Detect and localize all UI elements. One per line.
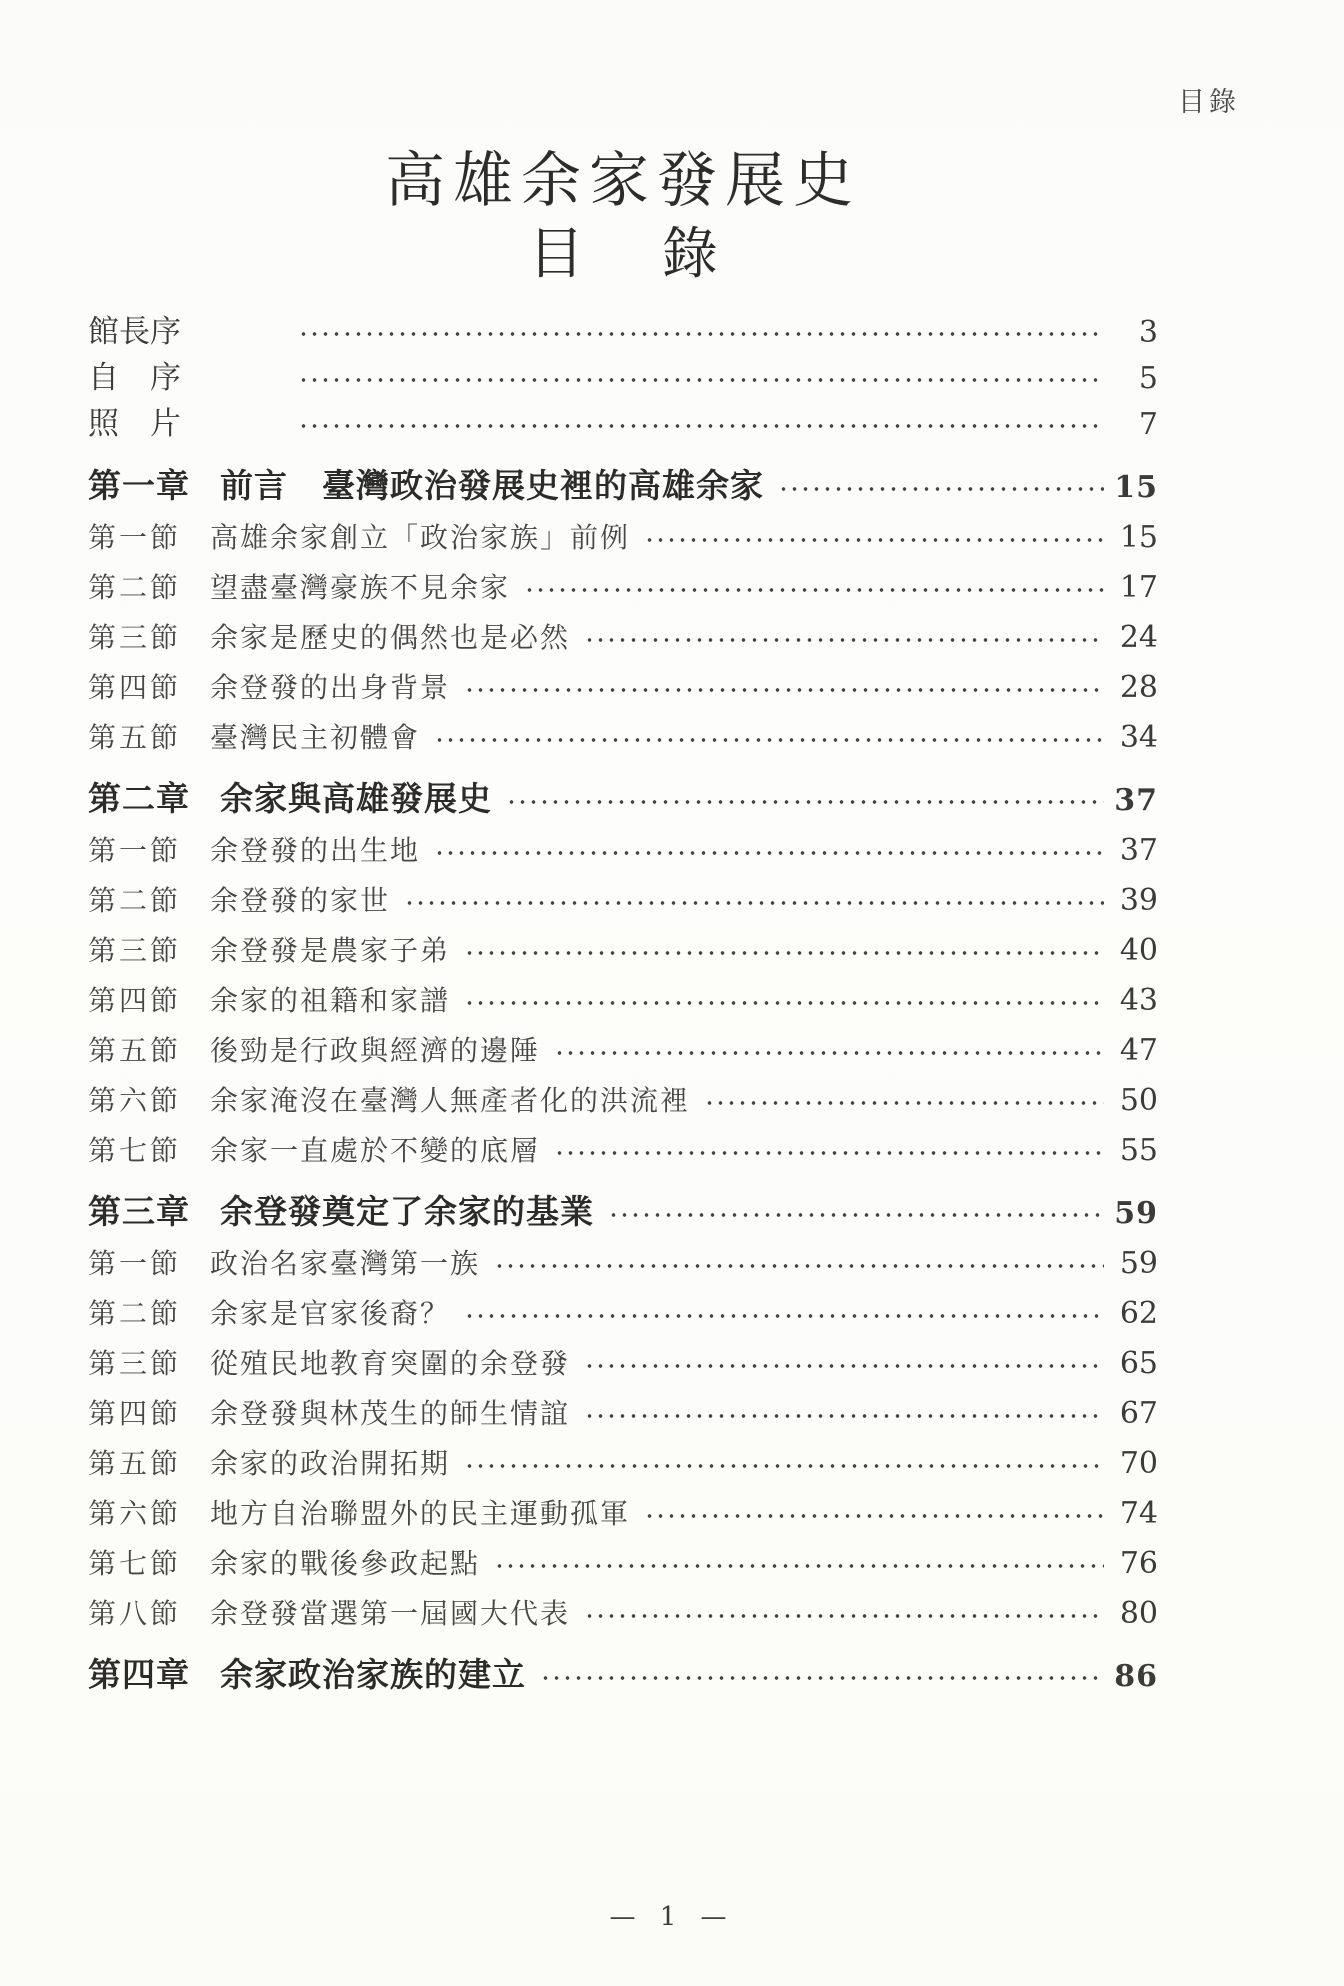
dot-leader — [540, 1674, 1104, 1682]
toc-row-section — [88, 619, 1158, 655]
toc-entry-page: 80 — [1119, 1595, 1158, 1631]
dot-leader — [464, 999, 1104, 1007]
toc-entry-number: 第三節 — [88, 933, 182, 967]
toc-entry-number: 第五節 — [88, 720, 182, 754]
book-title: 高雄余家發展史 — [385, 146, 861, 216]
dot-leader — [584, 1412, 1104, 1420]
dot-leader — [506, 798, 1104, 806]
toc-entry-number: 第七節 — [88, 1546, 182, 1580]
running-head: 目錄 — [1178, 87, 1240, 118]
toc-entry-title: 余登發的家世 — [210, 883, 391, 917]
toc-entry-number: 第六節 — [88, 1083, 182, 1117]
dot-leader — [554, 1049, 1104, 1057]
toc-entry-title: 余登發與林茂生的師生情誼 — [210, 1396, 571, 1430]
dot-leader — [778, 485, 1104, 493]
toc-row-section — [88, 519, 1158, 555]
toc-entry-title: 政治名家臺灣第一族 — [210, 1246, 481, 1280]
toc-heading: 目 錄 — [528, 222, 748, 287]
toc-entry-title: 望盡臺灣豪族不見余家 — [210, 570, 511, 604]
toc-entry-title: 照 片 — [88, 405, 181, 442]
toc-entry-title: 余家與高雄發展史 — [220, 778, 492, 818]
toc-row-section — [88, 669, 1158, 705]
toc-row-section — [88, 882, 1158, 918]
toc-entry-page: 37 — [1114, 782, 1158, 818]
dot-leader — [704, 1099, 1104, 1107]
toc-entry-title: 余登發的出生地 — [210, 833, 421, 867]
toc-entry-title: 館長序 — [88, 313, 181, 350]
toc-entry-page: 59 — [1114, 1195, 1158, 1231]
toc-entry-title: 前言 臺灣政治發展史裡的高雄余家 — [220, 465, 764, 505]
toc-entry-page: 17 — [1119, 569, 1158, 605]
toc-entry-page: 67 — [1119, 1395, 1158, 1431]
toc-row-chapter — [88, 1656, 1158, 1696]
dot-leader — [464, 1312, 1104, 1320]
toc-row-section — [88, 832, 1158, 868]
toc-entry-page: 40 — [1119, 932, 1158, 968]
toc-row-section — [88, 1345, 1158, 1381]
toc-entry-title: 自 序 — [88, 359, 181, 396]
toc-entry-number: 第七節 — [88, 1133, 182, 1167]
toc-entry-title: 余家是歷史的偶然也是必然 — [210, 620, 571, 654]
toc-row-section — [88, 1545, 1158, 1581]
toc-entry-title: 余登發的出身背景 — [210, 670, 451, 704]
toc-row-section — [88, 1445, 1158, 1481]
toc-entry-page: 74 — [1119, 1495, 1158, 1531]
dot-leader — [434, 849, 1104, 857]
dot-leader — [644, 536, 1104, 544]
toc-entry-page: 86 — [1114, 1658, 1158, 1694]
toc-row-chapter — [88, 1193, 1158, 1233]
toc-entry-number: 第五節 — [88, 1033, 182, 1067]
dot-leader — [494, 1262, 1104, 1270]
toc-entry-number: 第二章 — [88, 778, 190, 818]
toc-entry-page: 47 — [1119, 1032, 1158, 1068]
toc-entry-number: 第二節 — [88, 570, 182, 604]
toc-entry-page: 43 — [1119, 982, 1158, 1018]
toc-entry-page: 39 — [1119, 882, 1158, 918]
toc-entry-number: 第四節 — [88, 1396, 182, 1430]
toc-entry-title: 余家政治家族的建立 — [220, 1654, 526, 1694]
toc-entry-title: 余家的政治開拓期 — [210, 1446, 451, 1480]
page-number-footer: — 1 — — [609, 1902, 735, 1932]
toc-row-front — [88, 313, 1158, 350]
dot-leader — [608, 1211, 1104, 1219]
toc-entry-number: 第二節 — [88, 1296, 182, 1330]
toc-entry-title: 後勁是行政與經濟的邊陲 — [210, 1033, 541, 1067]
toc-entry-page: 34 — [1119, 719, 1158, 755]
toc-entry-title: 余家是官家後裔？ — [210, 1296, 451, 1330]
toc-entry-page: 37 — [1119, 832, 1158, 868]
toc-entry-page: 76 — [1119, 1545, 1158, 1581]
toc-row-section — [88, 1295, 1158, 1331]
toc-entry-number: 第一節 — [88, 520, 182, 554]
toc-row-chapter — [88, 780, 1158, 820]
dot-leader — [584, 1612, 1104, 1620]
toc-entry-number: 第一節 — [88, 1246, 182, 1280]
toc-entry-number: 第四節 — [88, 670, 182, 704]
toc-entry-page: 62 — [1119, 1295, 1158, 1331]
toc-entry-title: 臺灣民主初體會 — [210, 720, 421, 754]
dot-leader — [584, 1362, 1104, 1370]
toc-row-front — [88, 405, 1158, 442]
dot-leader — [298, 376, 1104, 384]
toc-content — [88, 148, 1158, 1711]
toc-entry-title: 余登發當選第一屆國大代表 — [210, 1596, 571, 1630]
toc-entry-number: 第六節 — [88, 1496, 182, 1530]
toc-entry-title: 余登發是農家子弟 — [210, 933, 451, 967]
dot-leader — [298, 422, 1104, 430]
toc-entry-number: 第四節 — [88, 983, 182, 1017]
dot-leader — [584, 636, 1104, 644]
toc-entry-number: 第三章 — [88, 1191, 190, 1231]
toc-entry-title: 余家淹沒在臺灣人無產者化的洪流裡 — [210, 1083, 691, 1117]
toc-entry-title: 地方自治聯盟外的民主運動孤軍 — [210, 1496, 631, 1530]
toc-row-section — [88, 1082, 1158, 1118]
toc-row-front — [88, 359, 1158, 396]
toc-row-section — [88, 1032, 1158, 1068]
toc-entry-page: 59 — [1119, 1245, 1158, 1281]
toc-entry-number: 第二節 — [88, 883, 182, 917]
toc-rows — [88, 313, 1158, 1696]
toc-entry-number: 第八節 — [88, 1596, 182, 1630]
toc-entry-page: 50 — [1119, 1082, 1158, 1118]
toc-row-section — [88, 1245, 1158, 1281]
toc-entry-page: 7 — [1138, 406, 1158, 442]
dot-leader — [298, 330, 1104, 338]
toc-entry-title: 余家的祖籍和家譜 — [210, 983, 451, 1017]
toc-entry-page: 5 — [1138, 360, 1158, 396]
toc-row-section — [88, 1595, 1158, 1631]
toc-entry-page: 70 — [1119, 1445, 1158, 1481]
toc-entry-number: 第五節 — [88, 1446, 182, 1480]
dot-leader — [644, 1512, 1104, 1520]
toc-entry-number: 第一節 — [88, 833, 182, 867]
toc-entry-title: 從殖民地教育突圍的余登發 — [210, 1346, 571, 1380]
toc-row-section — [88, 569, 1158, 605]
toc-row-section — [88, 1132, 1158, 1168]
toc-entry-title: 余家的戰後參政起點 — [210, 1546, 481, 1580]
toc-row-section — [88, 1495, 1158, 1531]
toc-entry-page: 15 — [1114, 469, 1158, 505]
toc-row-section — [88, 932, 1158, 968]
toc-entry-page: 65 — [1119, 1345, 1158, 1381]
toc-entry-page: 3 — [1138, 314, 1158, 350]
toc-entry-title: 余登發奠定了余家的基業 — [220, 1191, 594, 1231]
dot-leader — [434, 736, 1104, 744]
toc-entry-number: 第一章 — [88, 465, 190, 505]
toc-entry-page: 15 — [1119, 519, 1158, 555]
dot-leader — [494, 1562, 1104, 1570]
toc-entry-page: 55 — [1119, 1132, 1158, 1168]
toc-row-section — [88, 1395, 1158, 1431]
toc-entry-number: 第三節 — [88, 620, 182, 654]
toc-entry-number: 第四章 — [88, 1654, 190, 1694]
dot-leader — [524, 586, 1104, 594]
toc-entry-page: 28 — [1119, 669, 1158, 705]
toc-row-section — [88, 982, 1158, 1018]
toc-entry-page: 24 — [1119, 619, 1158, 655]
toc-entry-title: 高雄余家創立「政治家族」前例 — [210, 520, 631, 554]
dot-leader — [464, 686, 1104, 694]
dot-leader — [464, 1462, 1104, 1470]
toc-entry-title: 余家一直處於不變的底層 — [210, 1133, 541, 1167]
dot-leader — [464, 949, 1104, 957]
dot-leader — [554, 1149, 1104, 1157]
toc-entry-number: 第三節 — [88, 1346, 182, 1380]
dot-leader — [404, 899, 1104, 907]
toc-row-chapter — [88, 467, 1158, 507]
toc-row-section — [88, 719, 1158, 755]
